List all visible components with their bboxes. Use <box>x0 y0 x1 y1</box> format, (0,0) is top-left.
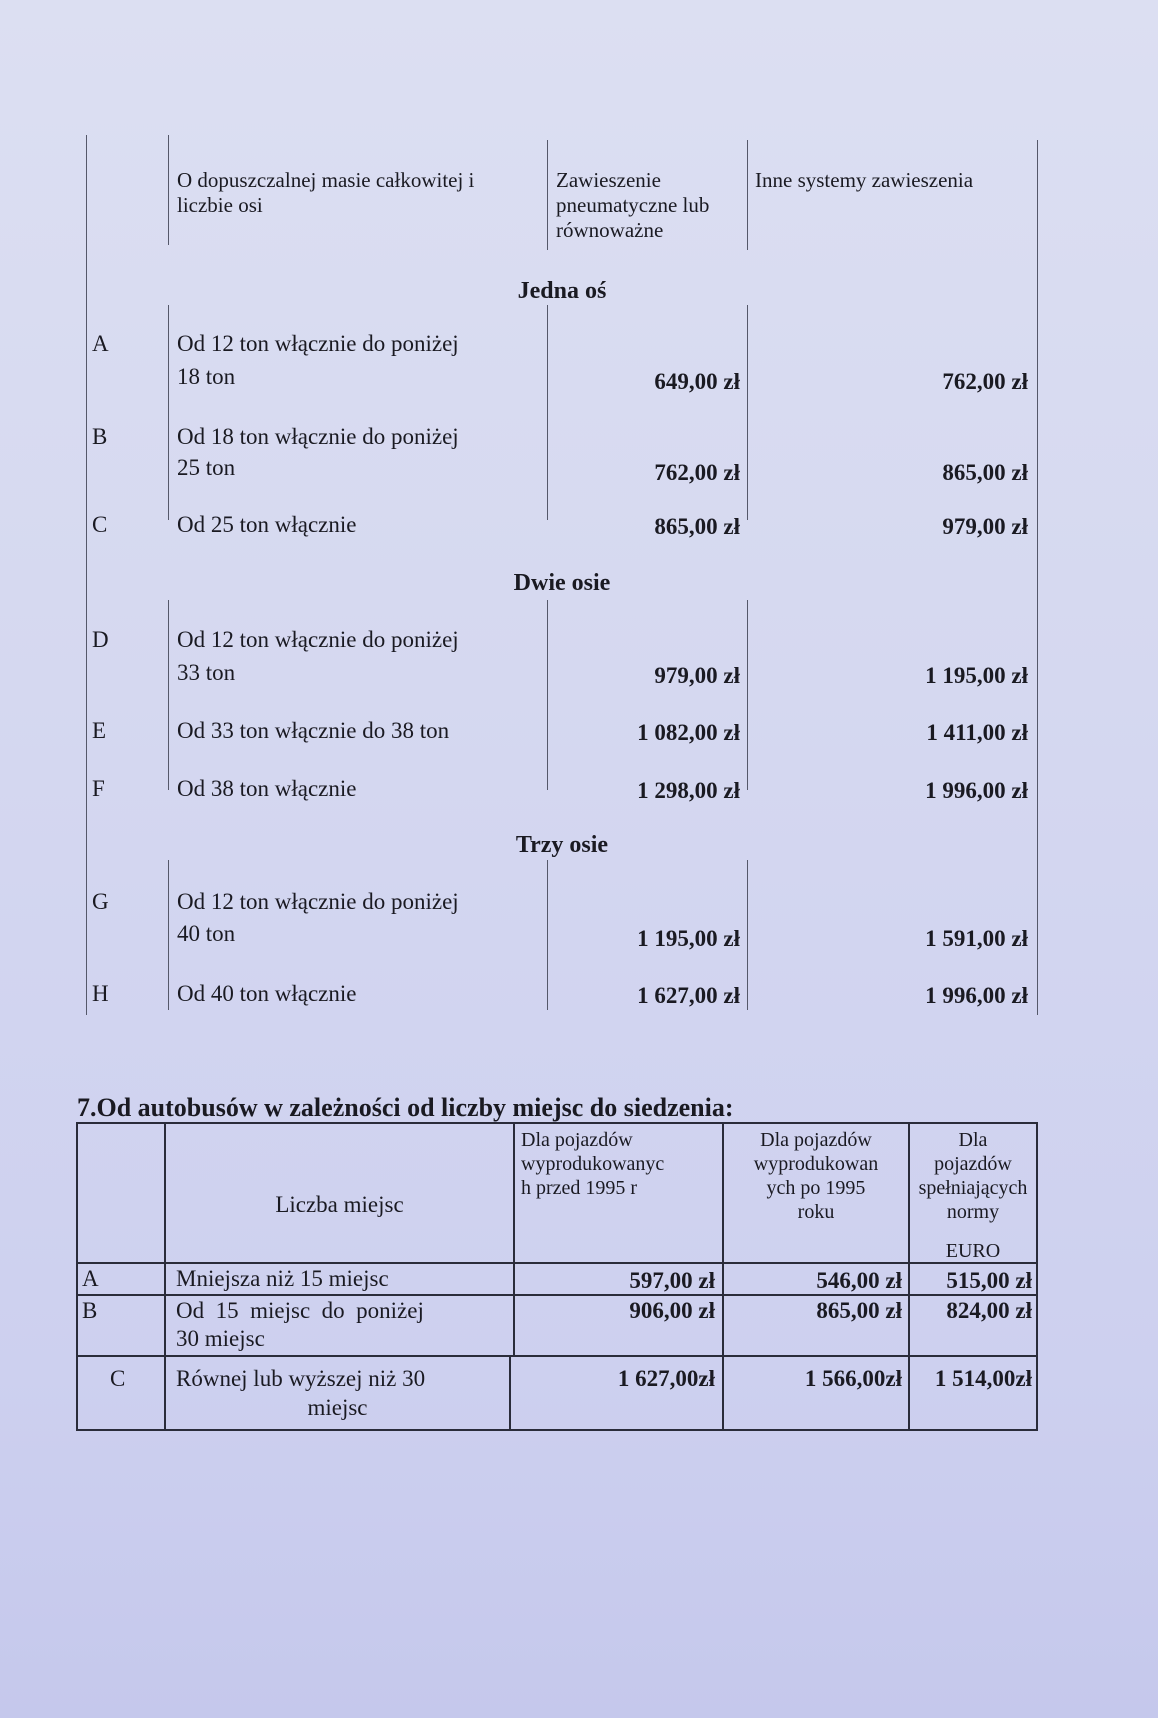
column-divider <box>547 140 548 250</box>
row-letter: A <box>82 1266 99 1291</box>
header-pneumatic: Zawieszenie <box>556 168 661 192</box>
pneumatic-rate: 1 082,00 zł <box>637 720 740 745</box>
other-rate: 979,00 zł <box>942 514 1028 539</box>
header-mass-axes: O dopuszczalnej masie całkowitej i <box>177 168 475 192</box>
row-letter: D <box>92 627 109 652</box>
row-description: Od 15 miejsc do poniżej <box>176 1298 424 1323</box>
pneumatic-rate: 865,00 zł <box>654 514 740 539</box>
row-description-line2: 30 miejsc <box>176 1326 265 1351</box>
rate-before-1995: 1 627,00zł <box>617 1366 715 1391</box>
section-title-two-axles: Dwie osie <box>513 570 611 596</box>
row-letter: B <box>82 1298 98 1323</box>
row-description-line2: 33 ton <box>177 660 236 685</box>
row-letter: F <box>92 776 105 801</box>
pneumatic-rate: 979,00 zł <box>654 663 740 688</box>
row-description: Od 18 ton włącznie do poniżej <box>177 424 459 449</box>
row-description: Od 25 ton włącznie <box>177 512 357 537</box>
row-description: Od 12 ton włącznie do poniżej <box>177 627 459 652</box>
row-letter: A <box>92 331 109 356</box>
pneumatic-rate: 1 195,00 zł <box>637 926 740 951</box>
header-before-1995-line3: h przed 1995 r <box>521 1177 638 1199</box>
column-divider <box>747 140 748 250</box>
rate-after-1995: 865,00 zł <box>816 1298 902 1323</box>
rate-after-1995: 1 566,00zł <box>804 1366 902 1391</box>
column-divider <box>168 135 169 245</box>
row-description: Od 38 ton włącznie <box>177 776 357 801</box>
header-euro-line2: pojazdów <box>934 1153 1012 1175</box>
pneumatic-rate: 762,00 zł <box>654 460 740 485</box>
header-after-1995-line4: roku <box>797 1201 835 1223</box>
table-border-left <box>76 1122 78 1431</box>
row-divider <box>76 1355 1038 1357</box>
other-rate: 1 195,00 zł <box>925 663 1028 688</box>
column-divider <box>168 860 169 1010</box>
table-border-right <box>1036 1122 1038 1431</box>
other-rate: 1 591,00 zł <box>925 926 1028 951</box>
row-letter: B <box>92 424 108 449</box>
header-after-1995-line2: wyprodukowan <box>753 1153 879 1175</box>
rate-before-1995: 906,00 zł <box>629 1298 715 1323</box>
header-seats: Liczba miejsc <box>275 1192 404 1217</box>
header-euro-line3: spełniających <box>918 1177 1028 1199</box>
row-letter: C <box>110 1366 126 1391</box>
column-divider <box>547 305 548 520</box>
row-divider <box>76 1294 1038 1296</box>
header-after-1995: Dla pojazdów <box>760 1129 872 1151</box>
rate-before-1995: 597,00 zł <box>629 1268 715 1293</box>
header-pneumatic-line2: pneumatyczne lub <box>556 193 710 217</box>
column-divider <box>164 1122 166 1431</box>
other-rate: 865,00 zł <box>942 460 1028 485</box>
header-pneumatic-line3: równoważne <box>556 218 664 242</box>
other-rate: 1 996,00 zł <box>925 778 1028 803</box>
header-euro-line4: normy <box>946 1201 1000 1223</box>
section-title-three-axles: Trzy osie <box>515 832 609 858</box>
row-description: Od 12 ton włącznie do poniżej <box>177 889 459 914</box>
header-before-1995: Dla pojazdów <box>521 1129 633 1151</box>
row-description: Od 40 ton włącznie <box>177 981 357 1006</box>
section-title-one-axle: Jedna oś <box>517 278 607 304</box>
bus-section-title: 7.Od autobusów w zależności od liczby miejsc do siedzenia: <box>77 1093 734 1122</box>
rate-after-1995: 546,00 zł <box>816 1268 902 1293</box>
pneumatic-rate: 649,00 zł <box>654 369 740 394</box>
rate-euro: 824,00 zł <box>946 1298 1032 1323</box>
row-description-line2: 18 ton <box>177 364 236 389</box>
row-description-line2: 25 ton <box>177 455 236 480</box>
row-description-line2: 40 ton <box>177 921 236 946</box>
column-divider <box>747 305 748 520</box>
column-divider <box>168 600 169 790</box>
row-description: Od 12 ton włącznie do poniżej <box>177 331 459 356</box>
other-rate: 762,00 zł <box>942 369 1028 394</box>
row-divider <box>76 1262 1038 1264</box>
header-before-1995-line2: wyprodukowanyc <box>521 1153 665 1175</box>
column-divider <box>547 600 548 790</box>
table-border-top <box>76 1122 1038 1124</box>
row-letter: C <box>92 512 108 537</box>
column-divider <box>168 305 169 520</box>
rate-euro: 515,00 zł <box>946 1268 1032 1293</box>
header-other-suspension: Inne systemy zawieszenia <box>755 168 974 192</box>
row-description: Od 33 ton włącznie do 38 ton <box>177 718 450 743</box>
pneumatic-rate: 1 627,00 zł <box>637 983 740 1008</box>
row-description: Równej lub wyższej niż 30 <box>176 1366 426 1391</box>
row-letter: H <box>92 981 109 1006</box>
header-euro-line5: EURO <box>945 1240 1001 1262</box>
row-letter: G <box>92 889 109 914</box>
row-description-line2: miejsc <box>307 1395 368 1420</box>
column-divider <box>747 600 748 790</box>
header-mass-axes-line2: liczbie osi <box>177 193 263 217</box>
row-description: Mniejsza niż 15 miejsc <box>176 1266 389 1291</box>
other-rate: 1 411,00 zł <box>926 720 1028 745</box>
pneumatic-rate: 1 298,00 zł <box>637 778 740 803</box>
table-border-bottom <box>76 1429 1038 1431</box>
header-euro: Dla <box>958 1129 988 1151</box>
header-after-1995-line3: ych po 1995 <box>766 1177 866 1199</box>
rate-euro: 1 514,00zł <box>934 1366 1032 1391</box>
row-letter: E <box>92 718 107 743</box>
other-rate: 1 996,00 zł <box>925 983 1028 1008</box>
